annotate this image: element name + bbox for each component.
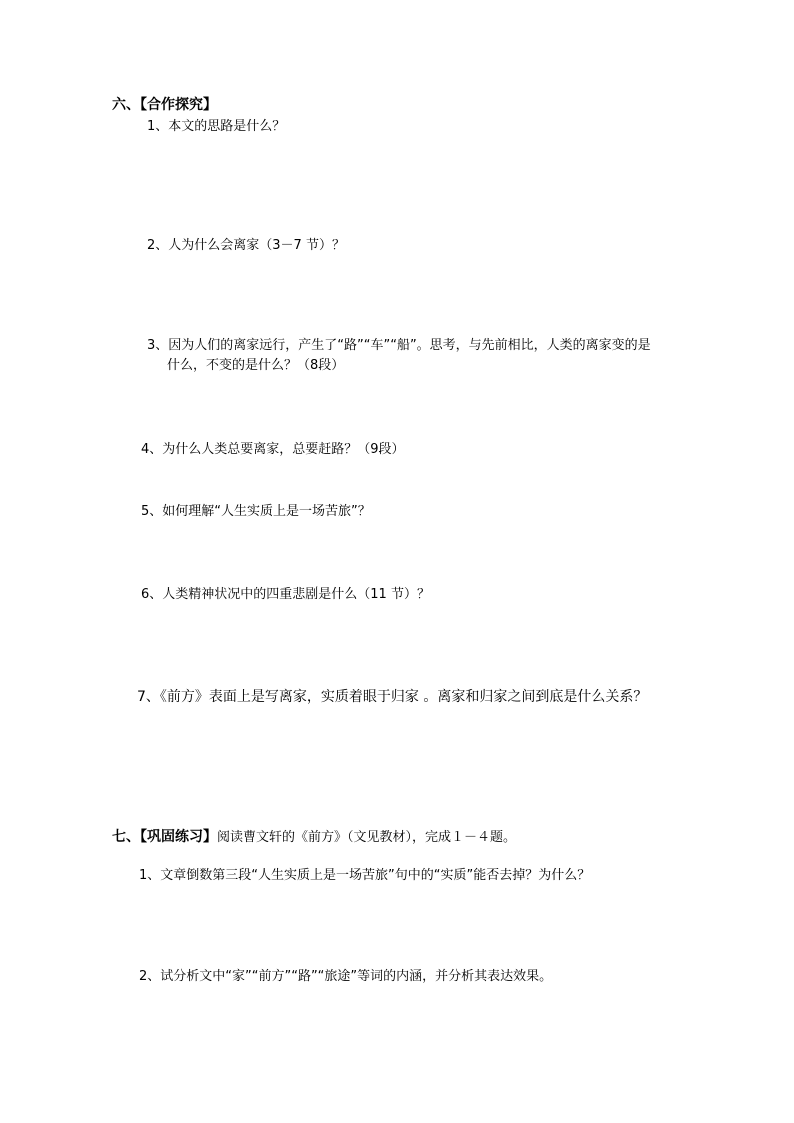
question-7-1: 1、文章倒数第三段“人生实质上是一场苦旅”句中的“实质”能否去掉？为什么？ <box>139 868 591 883</box>
section7-heading-text: 七、【巩固练习】 <box>112 829 217 845</box>
section7-heading-instruction: 阅读曹文轩的《前方》（文见教材），完成１－４题。 <box>217 830 517 845</box>
section6-heading <box>112 96 217 114</box>
question-6-3-line1: 3、因为人们的离家远行，产生了“路”“车”“船”。思考，与先前相比，人类的离家变的是 <box>147 338 651 353</box>
section6-heading-text: 六、【合作探究】 <box>112 97 217 113</box>
question-6-7: 7、《前方》表面上是写离家，实质着眼于归家 。离家和归家之间到底是什么关系？ <box>137 689 648 705</box>
question-6-6: 6、人类精神状况中的四重悲剧是什么（11 节）？ <box>141 587 430 602</box>
question-6-1: 1、本文的思路是什么？ <box>147 119 286 134</box>
question-6-3-line2: 什么，不变的是什么？（8段） <box>167 358 345 373</box>
question-6-4: 4、为什么人类总要离家，总要赶路？（9段） <box>141 442 405 457</box>
question-7-2: 2、试分析文中“家”“前方”“路”“旅途”等词的内涵，并分析其表达效果。 <box>139 969 553 984</box>
question-6-5: 5、如何理解“人生实质上是一场苦旅”？ <box>141 504 371 519</box>
question-6-2: 2、人为什么会离家（3－7 节）？ <box>147 238 345 253</box>
section7-heading <box>112 828 516 847</box>
